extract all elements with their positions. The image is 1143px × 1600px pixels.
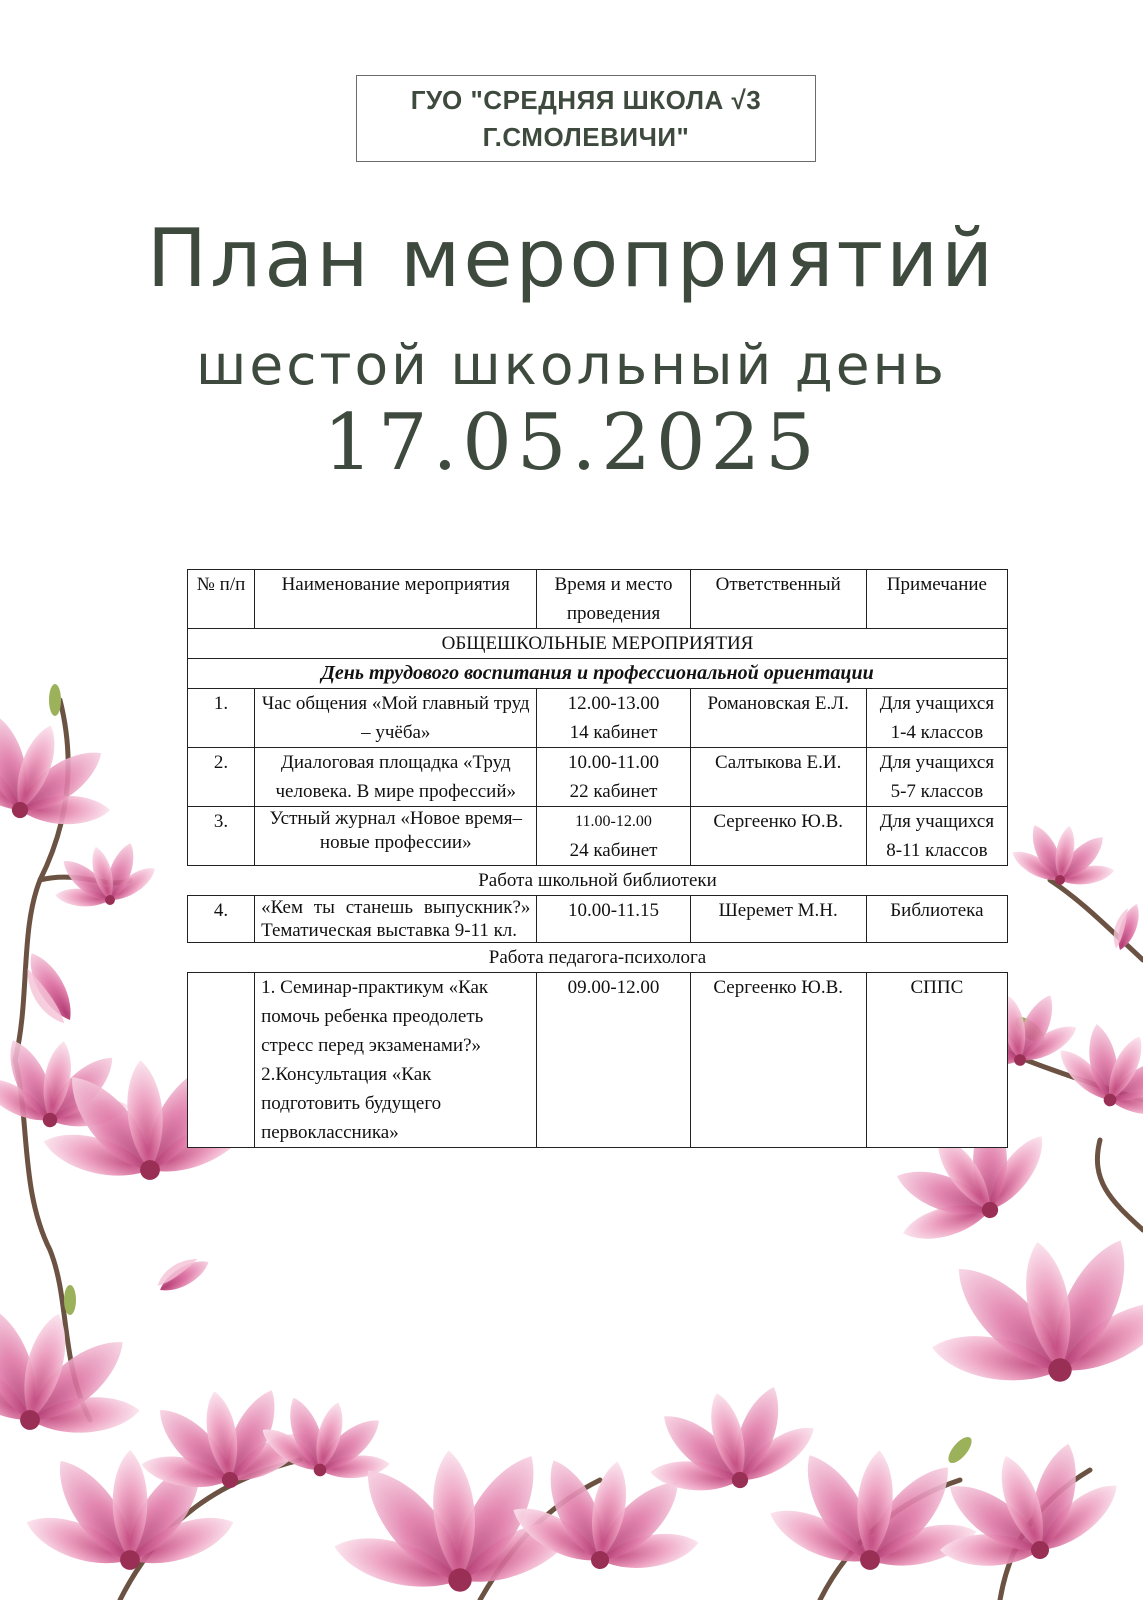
section-psychologist: Работа педагога-психолога <box>188 943 1008 973</box>
subsection-row <box>188 659 1008 689</box>
header-time: Время и место проведения <box>537 570 690 629</box>
table-row <box>188 748 1008 807</box>
row-num: 3. <box>188 807 255 866</box>
events-table <box>187 569 1008 1148</box>
row-time: 10.00-11.15 <box>537 896 690 943</box>
header-responsible: Ответственный <box>690 570 866 629</box>
row-num: 1. <box>188 689 255 748</box>
row-place-value: 24 кабинет <box>569 840 658 861</box>
section-row <box>188 943 1008 973</box>
row-responsible: Романовская Е.Л. <box>690 689 866 748</box>
row-time-value: 10.00-11.00 <box>567 752 660 773</box>
row-responsible: Сергеенко Ю.В. <box>690 807 866 866</box>
row-note: Библиотека <box>866 896 1007 943</box>
row-responsible: Салтыкова Е.И. <box>690 748 866 807</box>
row-place-value: 14 кабинет <box>569 722 658 743</box>
row-time: 09.00-12.00 <box>537 973 690 1148</box>
header-name: Наименование мероприятия <box>255 570 537 629</box>
school-name-box <box>356 75 816 162</box>
page-subtitle: шестой школьный день <box>196 333 947 397</box>
row-name: Устный журнал «Новое время–новые профессии» <box>255 807 537 866</box>
row-time <box>537 748 690 807</box>
row-note: Для учащихся 8-11 классов <box>866 807 1007 866</box>
row-time-value: 11.00-12.00 <box>575 813 652 830</box>
header-num: № п/п <box>188 570 255 629</box>
row-note: Для учащихся 1-4 классов <box>866 689 1007 748</box>
table-row <box>188 807 1008 866</box>
school-name-line2: Г.СМОЛЕВИЧИ" <box>482 121 690 152</box>
row-num: 4. <box>188 896 255 943</box>
row-responsible: Шеремет М.Н. <box>690 896 866 943</box>
page-title: План мероприятий <box>146 212 997 305</box>
section-all-school: ОБЩЕШКОЛЬНЫЕ МЕРОПРИЯТИЯ <box>188 629 1008 659</box>
school-name-line1: ГУО "СРЕДНЯЯ ШКОЛА √3 <box>410 84 762 115</box>
table-row <box>188 689 1008 748</box>
row-time <box>537 689 690 748</box>
row-name: Диалоговая площадка «Труд человека. В мире профессий» <box>255 748 537 807</box>
table-row <box>188 973 1008 1148</box>
section-library: Работа школьной библиотеки <box>188 866 1008 896</box>
section-row <box>188 866 1008 896</box>
header-note: Примечание <box>866 570 1007 629</box>
section-row <box>188 629 1008 659</box>
section-labor-day: День трудового воспитания и профессиональной ориентации <box>188 659 1008 689</box>
row-num: 2. <box>188 748 255 807</box>
row-note: СППС <box>866 973 1007 1148</box>
event-date: 17.05.2025 <box>323 398 820 488</box>
row-place-value: 22 кабинет <box>569 781 658 802</box>
row-name: Час общения «Мой главный труд – учёба» <box>255 689 537 748</box>
table-header-row <box>188 570 1008 629</box>
row-time-value: 12.00-13.00 <box>567 693 660 714</box>
row-note: Для учащихся 5-7 классов <box>866 748 1007 807</box>
table-row <box>188 896 1008 943</box>
row-num-empty <box>188 973 255 1148</box>
row-name <box>255 973 537 1148</box>
row-name-part2: 2.Консультация «Как подготовить будущего первоклассника» <box>261 1064 442 1143</box>
row-name: «Кем ты станешь выпускник?» Тематическая выставка 9-11 кл. <box>255 896 537 943</box>
row-time <box>537 807 690 866</box>
row-name-part1: 1. Семинар-практикум «Как помочь ребенка преодолеть стресс перед экзаменами?» <box>261 977 489 1056</box>
row-responsible: Сергеенко Ю.В. <box>690 973 866 1148</box>
